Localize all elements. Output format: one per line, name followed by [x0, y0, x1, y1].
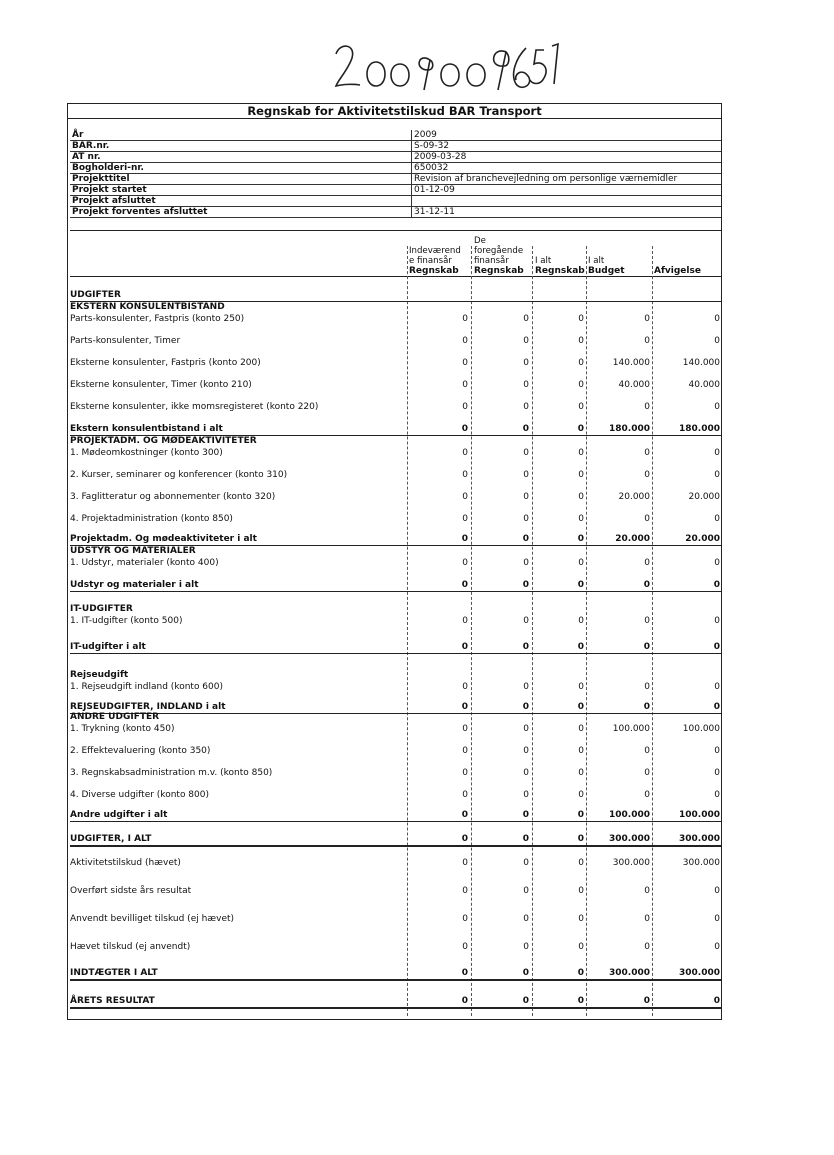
row-rule: [70, 653, 721, 654]
info-value: [411, 196, 414, 207]
accounting-sheet: [67, 103, 722, 1020]
row-label: 3. Faglitteratur og abonnementer (konto 320): [70, 492, 276, 502]
value-c3: 0: [578, 336, 584, 346]
value-c3: 0: [578, 886, 584, 896]
value-c2: 0: [523, 616, 529, 626]
value-c5: 0: [714, 448, 720, 458]
info-row: [70, 141, 721, 152]
value-c1: 0: [462, 514, 468, 524]
value-c3: 0: [578, 616, 584, 626]
ledger-row: [70, 402, 721, 413]
value-c1: 0: [462, 558, 468, 568]
value-c1: 0: [462, 336, 468, 346]
value-c3: 0: [578, 492, 584, 502]
value-c5: 0: [714, 336, 720, 346]
value-c2: 0: [523, 768, 529, 778]
value-c5: 20.000: [685, 534, 720, 544]
ledger-row: [70, 768, 721, 779]
value-c3: 0: [578, 448, 584, 458]
row-label: Overført sidste års resultat: [70, 886, 192, 896]
value-c2: 0: [523, 358, 529, 368]
info-row: [70, 185, 721, 196]
value-c2: 0: [523, 886, 529, 896]
col5-header: Afvigelse: [654, 266, 701, 276]
ledger-row: [70, 616, 721, 627]
info-label: BAR.nr.: [72, 141, 110, 151]
row-label: 2. Effektevaluering (konto 350): [70, 746, 211, 756]
ledger-row: [70, 302, 721, 313]
row-label: Rejseudgift: [70, 670, 129, 680]
ledger-row: [70, 380, 721, 391]
ledger-row: [70, 858, 721, 869]
value-c2: 0: [523, 724, 529, 734]
ledger-row: [70, 436, 721, 447]
value-c1: 0: [461, 810, 468, 820]
value-c4: 0: [643, 702, 650, 712]
sheet-title: Regnskab for Aktivitetstilskud BAR Transport: [68, 104, 721, 119]
value-c4: 0: [644, 790, 650, 800]
value-c3: 0: [578, 682, 584, 692]
value-c5: 0: [713, 996, 720, 1006]
value-c5: 0: [713, 702, 720, 712]
value-c5: 0: [714, 790, 720, 800]
info-label: Bogholderi-nr.: [72, 163, 144, 173]
value-c1: 0: [462, 942, 468, 952]
value-c2: 0: [523, 558, 529, 568]
value-c4: 20.000: [618, 492, 650, 502]
value-c5: 180.000: [679, 424, 720, 434]
value-c3: 0: [577, 642, 584, 652]
value-c3: 0: [578, 380, 584, 390]
value-c1: 0: [462, 682, 468, 692]
ledger-row: [70, 580, 721, 591]
value-c1: 0: [462, 768, 468, 778]
ledger-row: [70, 834, 721, 845]
value-c3: 0: [578, 858, 584, 868]
value-c5: 0: [714, 514, 720, 524]
value-c2: 0: [523, 380, 529, 390]
info-label: År: [72, 130, 84, 140]
row-rule: [70, 845, 721, 847]
info-label: Projekt afsluttet: [72, 196, 156, 206]
value-c1: 0: [462, 746, 468, 756]
ledger-row: [70, 534, 721, 545]
value-c2: 0: [523, 470, 529, 480]
value-c5: 300.000: [679, 968, 720, 978]
ledger-row: [70, 942, 721, 953]
value-c2: 0: [522, 996, 529, 1006]
ledger-row: [70, 514, 721, 525]
value-c5: 300.000: [679, 834, 720, 844]
value-c3: 0: [578, 724, 584, 734]
col2-header: Regnskab: [474, 266, 524, 276]
value-c1: 0: [462, 402, 468, 412]
value-c5: 0: [713, 642, 720, 652]
row-label: UDSTYR OG MATERIALER: [70, 546, 196, 556]
row-label: Projektadm. Og mødeaktiviteter i alt: [70, 534, 257, 544]
value-c4: 0: [644, 514, 650, 524]
ledger-row: [70, 682, 721, 693]
info-row: [70, 174, 721, 185]
value-c4: 300.000: [609, 968, 650, 978]
info-value: 31-12-11: [411, 207, 455, 218]
value-c3: 0: [577, 968, 584, 978]
value-c5: 0: [714, 402, 720, 412]
value-c4: 0: [644, 942, 650, 952]
row-label: Hævet tilskud (ej anvendt): [70, 942, 191, 952]
value-c3: 0: [578, 914, 584, 924]
value-c2: 0: [523, 492, 529, 502]
value-c3: 0: [578, 402, 584, 412]
info-value: 650032: [411, 163, 448, 174]
value-c2: 0: [522, 834, 529, 844]
value-c1: 0: [462, 358, 468, 368]
value-c4: 40.000: [618, 380, 650, 390]
col3-mid: I alt: [535, 256, 552, 266]
value-c2: 0: [523, 682, 529, 692]
ledger-row: [70, 314, 721, 325]
value-c3: 0: [578, 558, 584, 568]
row-label: 1. Mødeomkostninger (konto 300): [70, 448, 223, 458]
value-c2: 0: [523, 402, 529, 412]
value-c5: 100.000: [682, 724, 720, 734]
value-c5: 0: [714, 768, 720, 778]
value-c1: 0: [462, 470, 468, 480]
value-c3: 0: [578, 942, 584, 952]
ledger-row: [70, 470, 721, 481]
ledger-row: [70, 546, 721, 557]
ledger-row: [70, 642, 721, 653]
info-label: Projekt forventes afsluttet: [72, 207, 208, 217]
col1-mid: e finansår: [409, 256, 452, 266]
value-c1: 0: [461, 580, 468, 590]
row-label: REJSEUDGIFTER, INDLAND i alt: [70, 702, 226, 712]
col4-mid: I alt: [588, 256, 605, 266]
value-c2: 0: [523, 336, 529, 346]
value-c1: 0: [461, 534, 468, 544]
value-c1: 0: [462, 448, 468, 458]
value-c3: 0: [578, 514, 584, 524]
value-c5: 0: [714, 616, 720, 626]
value-c1: 0: [462, 380, 468, 390]
value-c4: 100.000: [609, 810, 650, 820]
value-c1: 0: [462, 886, 468, 896]
row-rule: [70, 591, 721, 592]
row-label: Eksterne konsulenter, Timer (konto 210): [70, 380, 252, 390]
value-c3: 0: [577, 534, 584, 544]
handwritten-document-number: [330, 40, 560, 98]
row-label: ANDRE UDGIFTER: [70, 712, 160, 722]
ledger-row: [70, 914, 721, 925]
row-label: Parts-konsulenter, Fastpris (konto 250): [70, 314, 245, 324]
value-c2: 0: [523, 858, 529, 868]
value-c5: 0: [714, 682, 720, 692]
value-c1: 0: [462, 790, 468, 800]
info-label: Projekttitel: [72, 174, 130, 184]
value-c5: 0: [714, 942, 720, 952]
ledger-row: [70, 724, 721, 735]
value-c1: 0: [461, 642, 468, 652]
ledger-row: [70, 790, 721, 801]
value-c4: 0: [644, 558, 650, 568]
value-c4: 0: [644, 746, 650, 756]
ledger-row: [70, 968, 721, 979]
value-c2: 0: [523, 790, 529, 800]
value-c3: 0: [578, 768, 584, 778]
value-c4: 0: [644, 768, 650, 778]
value-c5: 0: [714, 558, 720, 568]
row-label: UDGIFTER: [70, 290, 121, 300]
row-label: ÅRETS RESULTAT: [70, 996, 155, 1006]
ledger-row: [70, 604, 721, 615]
value-c1: 0: [461, 424, 468, 434]
value-c2: 0: [522, 424, 529, 434]
value-c4: 300.000: [609, 834, 650, 844]
col2-mid2: finansår: [474, 256, 509, 266]
value-c4: 0: [644, 314, 650, 324]
value-c2: 0: [523, 942, 529, 952]
value-c3: 0: [578, 470, 584, 480]
value-c5: 300.000: [682, 858, 720, 868]
row-label: UDGIFTER, I ALT: [70, 834, 152, 844]
info-value: 01-12-09: [411, 185, 455, 196]
info-value: S-09-32: [411, 141, 449, 152]
handwriting-graphic: [330, 40, 560, 98]
value-c4: 0: [644, 914, 650, 924]
row-label: 4. Projektadministration (konto 850): [70, 514, 233, 524]
value-c4: 300.000: [612, 858, 650, 868]
col1-top: Indeværend: [409, 246, 461, 256]
row-rule: [70, 1007, 721, 1009]
value-c3: 0: [577, 810, 584, 820]
ledger-row: [70, 712, 721, 723]
ledger-row: [70, 290, 721, 301]
value-c4: 180.000: [609, 424, 650, 434]
value-c2: 0: [522, 642, 529, 652]
row-label: 1. Trykning (konto 450): [70, 724, 175, 734]
value-c4: 0: [643, 580, 650, 590]
value-c1: 0: [461, 996, 468, 1006]
value-c1: 0: [462, 858, 468, 868]
value-c1: 0: [462, 314, 468, 324]
row-label: Eksterne konsulenter, Fastpris (konto 200): [70, 358, 261, 368]
ledger-row: [70, 336, 721, 347]
ledger-row: [70, 424, 721, 435]
row-label: Anvendt bevilliget tilskud (ej hævet): [70, 914, 235, 924]
header-divider-top: [70, 230, 721, 231]
row-label: Andre udgifter i alt: [70, 810, 168, 820]
row-label: EKSTERN KONSULENTBISTAND: [70, 302, 225, 312]
col2-mid1: foregående: [474, 246, 524, 256]
ledger-row: [70, 810, 721, 821]
value-c3: 0: [578, 746, 584, 756]
value-c5: 0: [714, 914, 720, 924]
ledger-row: [70, 996, 721, 1007]
value-c5: 40.000: [688, 380, 720, 390]
value-c3: 0: [577, 424, 584, 434]
info-row: [70, 152, 721, 163]
header-divider-bottom: [70, 276, 721, 277]
value-c5: 0: [713, 580, 720, 590]
ledger-row: [70, 492, 721, 503]
value-c3: 0: [577, 580, 584, 590]
value-c1: 0: [461, 834, 468, 844]
value-c4: 20.000: [615, 534, 650, 544]
value-c5: 0: [714, 886, 720, 896]
value-c2: 0: [523, 514, 529, 524]
row-label: Parts-konsulenter, Timer: [70, 336, 181, 346]
row-label: 2. Kurser, seminarer og konferencer (konto 310): [70, 470, 288, 480]
ledger-row: [70, 746, 721, 757]
value-c5: 0: [714, 746, 720, 756]
value-c5: 0: [714, 314, 720, 324]
row-rule: [70, 979, 721, 981]
value-c4: 0: [644, 616, 650, 626]
row-label: 3. Regnskabsadministration m.v. (konto 850): [70, 768, 273, 778]
col3-header: Regnskab: [535, 266, 585, 276]
info-label: AT nr.: [72, 152, 101, 162]
value-c4: 140.000: [612, 358, 650, 368]
value-c2: 0: [523, 314, 529, 324]
value-c2: 0: [522, 580, 529, 590]
value-c5: 0: [714, 470, 720, 480]
info-label: Projekt startet: [72, 185, 147, 195]
value-c3: 0: [578, 790, 584, 800]
row-label: PROJEKTADM. OG MØDEAKTIVITETER: [70, 436, 257, 446]
value-c2: 0: [522, 534, 529, 544]
value-c4: 0: [644, 886, 650, 896]
info-value: Revision af branchevejledning om personlige værnemidler: [411, 174, 677, 185]
col2-top: De: [474, 236, 486, 246]
row-label: 1. IT-udgifter (konto 500): [70, 616, 183, 626]
value-c4: 0: [644, 470, 650, 480]
value-c1: 0: [461, 702, 468, 712]
value-c5: 20.000: [688, 492, 720, 502]
value-c4: 0: [643, 996, 650, 1006]
value-c2: 0: [523, 448, 529, 458]
col1-header: Regnskab: [409, 266, 459, 276]
value-c1: 0: [461, 968, 468, 978]
ledger-row: [70, 358, 721, 369]
value-c1: 0: [462, 914, 468, 924]
value-c4: 0: [643, 642, 650, 652]
ledger-row: [70, 670, 721, 681]
value-c1: 0: [462, 492, 468, 502]
value-c2: 0: [522, 810, 529, 820]
row-label: 4. Diverse udgifter (konto 800): [70, 790, 209, 800]
row-label: INDTÆGTER I ALT: [70, 968, 158, 978]
row-label: Eksterne konsulenter, ikke momsregisteret (konto 220): [70, 402, 319, 412]
value-c3: 0: [577, 996, 584, 1006]
value-c5: 100.000: [679, 810, 720, 820]
value-c3: 0: [577, 834, 584, 844]
row-label: Udstyr og materialer i alt: [70, 580, 199, 590]
value-c3: 0: [578, 358, 584, 368]
ledger-row: [70, 448, 721, 459]
info-value: 2009-03-28: [411, 152, 466, 163]
value-c3: 0: [578, 314, 584, 324]
row-label: IT-UDGIFTER: [70, 604, 133, 614]
value-c2: 0: [522, 968, 529, 978]
value-c3: 0: [577, 702, 584, 712]
info-value: 2009: [411, 130, 437, 141]
ledger-row: [70, 558, 721, 569]
value-c4: 0: [644, 336, 650, 346]
info-row: [70, 196, 721, 207]
col4-header: Budget: [588, 266, 625, 276]
value-c4: 0: [644, 682, 650, 692]
row-rule: [70, 821, 721, 822]
row-label: 1. Udstyr, materialer (konto 400): [70, 558, 219, 568]
info-row: [70, 130, 721, 141]
value-c4: 0: [644, 448, 650, 458]
value-c4: 0: [644, 402, 650, 412]
info-row: [70, 163, 721, 174]
row-label: IT-udgifter i alt: [70, 642, 146, 652]
value-c2: 0: [523, 746, 529, 756]
value-c2: 0: [523, 914, 529, 924]
row-label: 1. Rejseudgift indland (konto 600): [70, 682, 223, 692]
value-c1: 0: [462, 724, 468, 734]
row-label: Aktivitetstilskud (hævet): [70, 858, 181, 868]
info-row: [70, 207, 721, 218]
value-c5: 140.000: [682, 358, 720, 368]
ledger-row: [70, 886, 721, 897]
value-c1: 0: [462, 616, 468, 626]
value-c4: 100.000: [612, 724, 650, 734]
row-label: Ekstern konsulentbistand i alt: [70, 424, 223, 434]
value-c2: 0: [522, 702, 529, 712]
